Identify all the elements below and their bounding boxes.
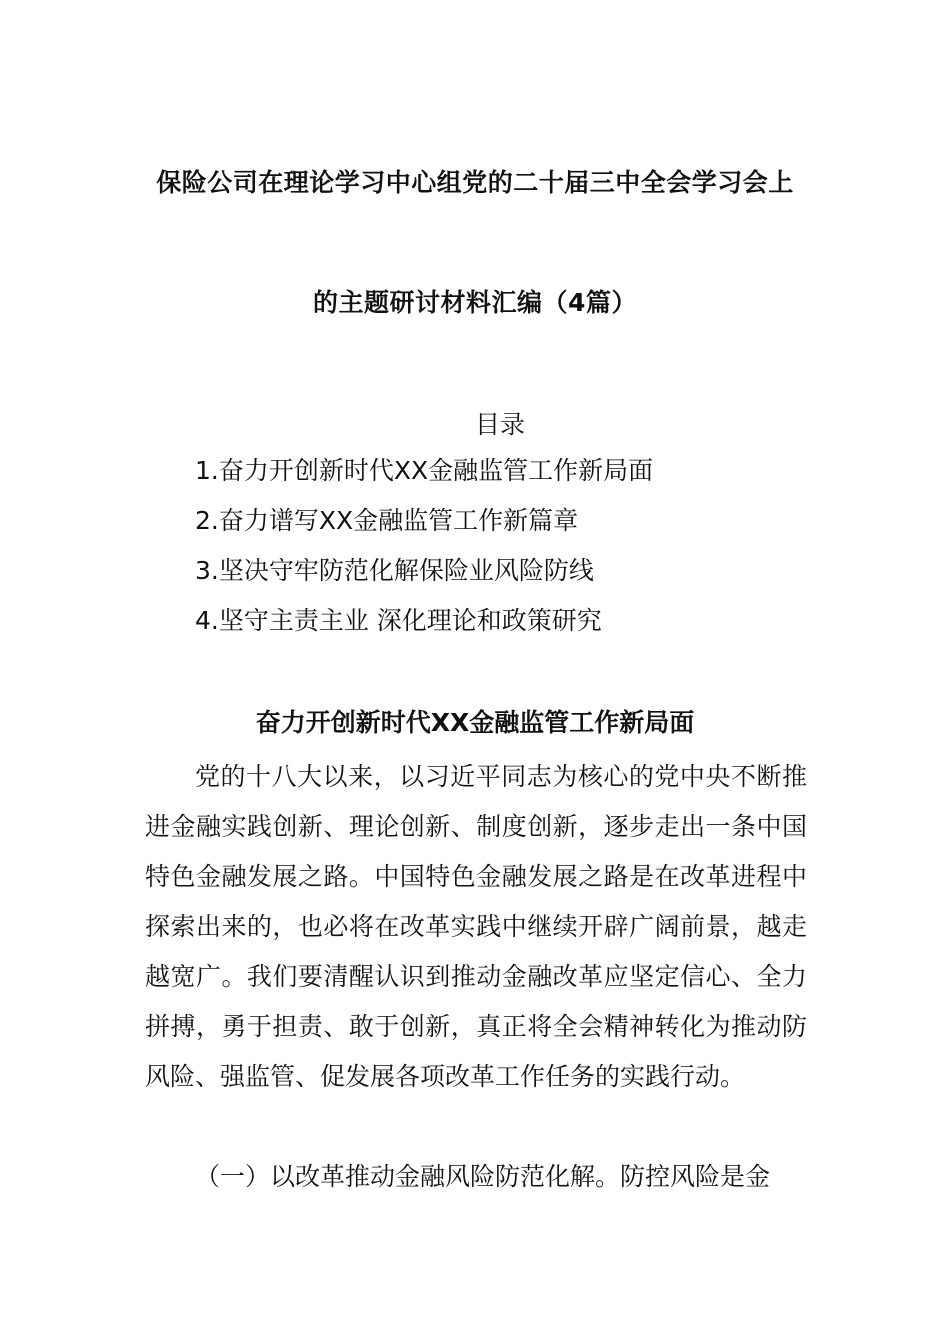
table-of-contents bbox=[195, 455, 653, 655]
toc-item-3: 3.坚决守牢防范化解保险业风险防线 bbox=[195, 556, 594, 585]
toc-item-2: 2.奋力谱写XX金融监管工作新篇章 bbox=[195, 506, 579, 535]
body-paragraph-2: （一）以改革推动金融风险防范化解。防控风险是金 bbox=[195, 1162, 771, 1191]
toc-heading: 目录 bbox=[474, 410, 525, 439]
toc-item-1: 1.奋力开创新时代XX金融监管工作新局面 bbox=[195, 456, 654, 485]
section-heading: 奋力开创新时代XX金融监管工作新局面 bbox=[255, 708, 695, 737]
document-title-line-2: 的主题研讨材料汇编（4篇） bbox=[313, 288, 637, 317]
body-paragraph-1: 党的十八大以来，以习近平同志为核心的党中央不断推进金融实践创新、理论创新、制度创新，逐步走出一条中国特色金融发展之路。中国特色金融发展之路是在改革进程中探索出来的，也必将在改革实践中继续开辟广阔前景，越走越宽广。我们要清醒认识到推动金融改革应坚定信心、全力拼搏，勇于担责、敢于创新，真正将全会精神转化为推动防风险、强监管、促发展各项改革工作任务的实践行动。 bbox=[145, 762, 807, 1091]
toc-item-4: 4.坚守主责主业 深化理论和政策研究 bbox=[195, 606, 602, 635]
document-title-line-1: 保险公司在理论学习中心组党的二十届三中全会学习会上 bbox=[156, 168, 794, 197]
